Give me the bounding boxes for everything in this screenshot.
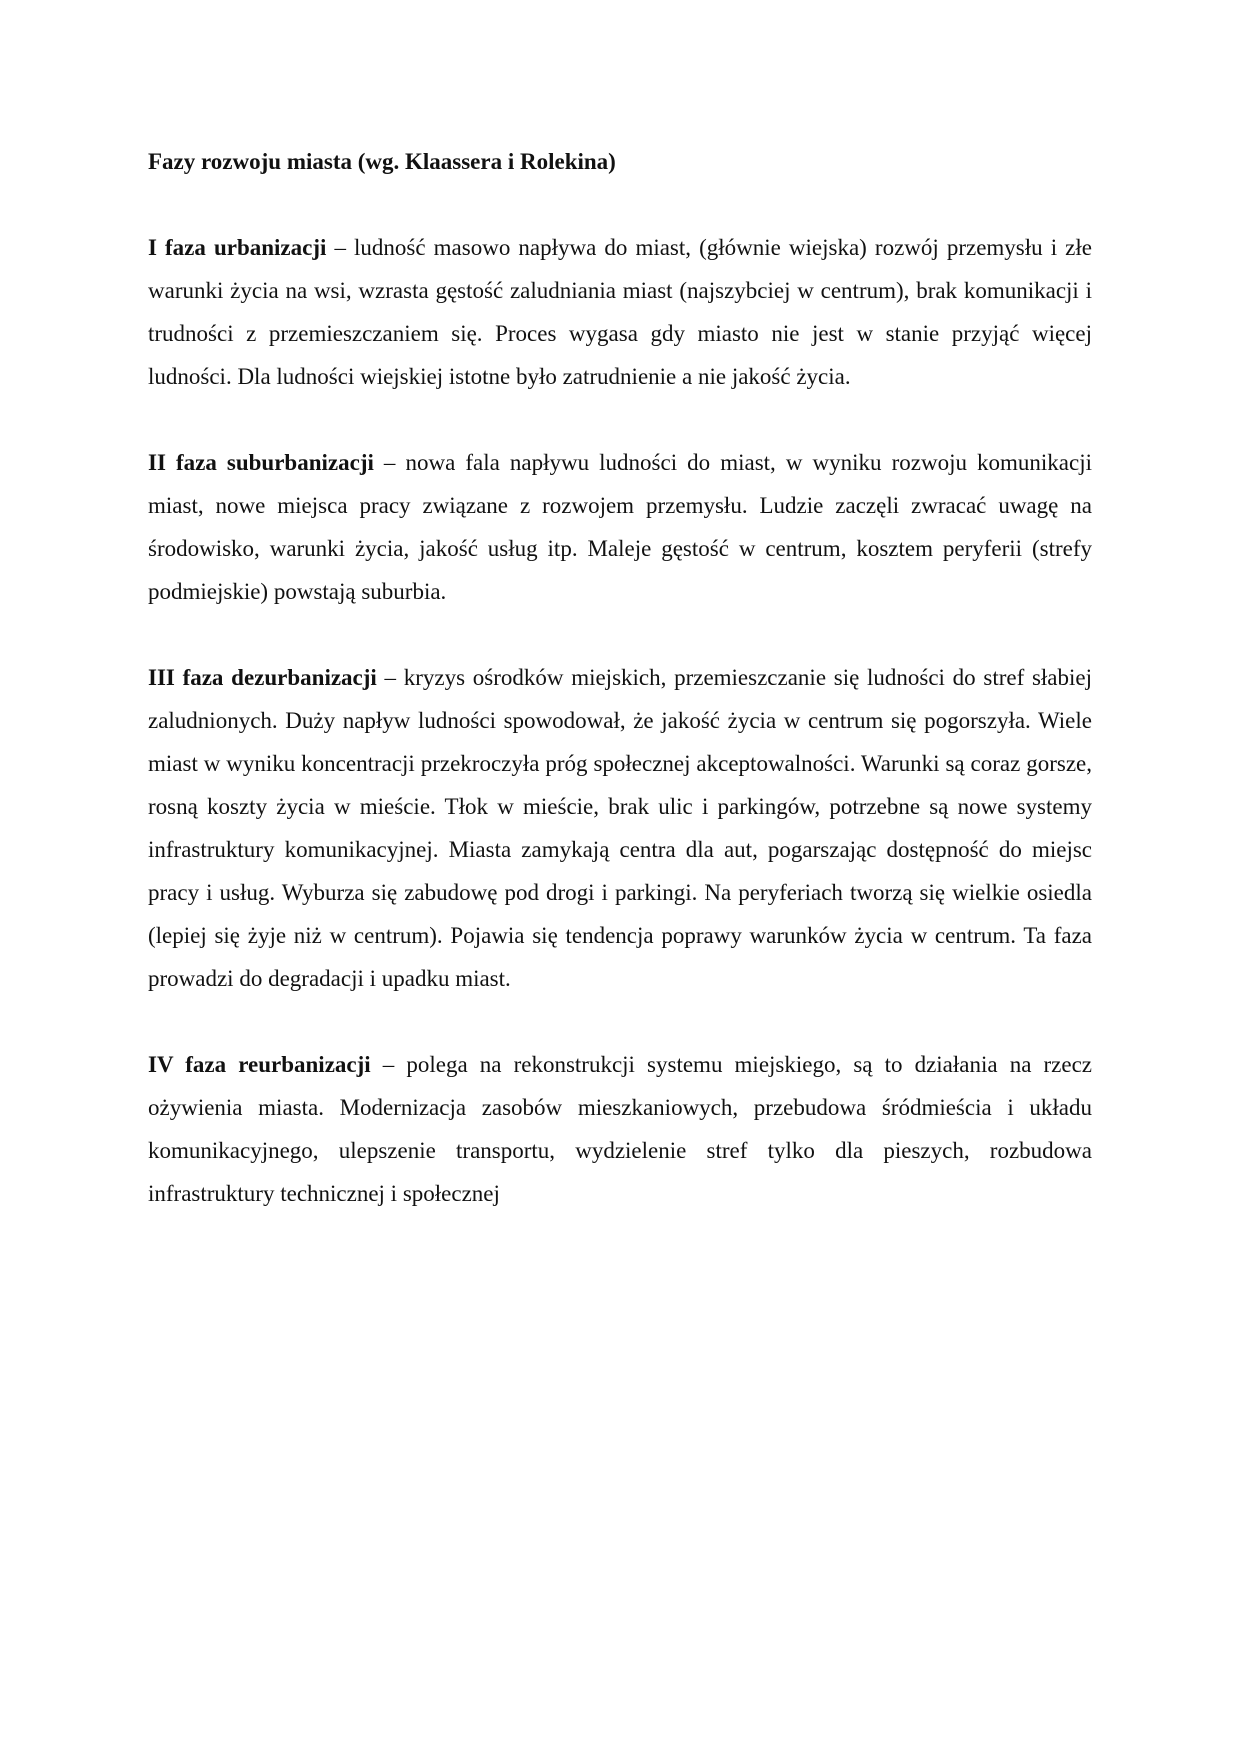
section-urbanization [148, 226, 1092, 398]
section-text: – polega na rekonstrukcji systemu miejskiego, są to działania na rzecz ożywienia miasta. Modernizacja zasobów mieszkaniowych, przebudowa śródmieścia i układu komunikacyjnego, ulepszenie transportu, wydzielenie stref tylko dla pieszych, rozbudowa infrastruktury technicznej i społecznej [148, 1052, 1092, 1206]
section-term: IV faza reurbanizacji [148, 1052, 371, 1077]
section-reurbanization [148, 1043, 1092, 1215]
section-suburbanization [148, 441, 1092, 613]
section-term: III faza dezurbanizacji [148, 665, 377, 690]
section-text: – ludność masowo napływa do miast, (głównie wiejska) rozwój przemysłu i złe warunki życia na wsi, wzrasta gęstość zaludniania miast (najszybciej w centrum), brak komunikacji i trudności z przemieszczaniem się. Proces wygasa gdy miasto nie jest w stanie przyjąć więcej ludności. Dla ludności wiejskiej istotne było zatrudnienie a nie jakość życia. [148, 235, 1092, 389]
section-term: II faza suburbanizacji [148, 450, 374, 475]
document-title: Fazy rozwoju miasta (wg. Klaassera i Rolekina) [148, 149, 616, 174]
section-term: I faza urbanizacji [148, 235, 327, 260]
section-text: – kryzys ośrodków miejskich, przemieszczanie się ludności do stref słabiej zaludnionych. Duży napływ ludności spowodował, że jakość życia w centrum się pogorszyła. Wiele miast w wyniku koncentracji przekroczyła próg społecznej akceptowalności. Warunki są coraz gorsze, rosną koszty życia w mieście. Tłok w mieście, brak ulic i parkingów, potrzebne są nowe systemy infrastruktury komunikacyjnej. Miasta zamykają centra dla aut, pogarszając dostępność do miejsc pracy i usług. Wyburza się zabudowę pod drogi i parkingi. Na peryferiach tworzą się wielkie osiedla (lepiej się żyje niż w centrum). Pojawia się tendencja poprawy warunków życia w centrum. Ta faza prowadzi do degradacji i upadku miast. [148, 665, 1092, 991]
section-deurbanization [148, 656, 1092, 1000]
document-body [148, 140, 1092, 1215]
section-text: – nowa fala napływu ludności do miast, w wyniku rozwoju komunikacji miast, nowe miejsca pracy związane z rozwojem przemysłu. Ludzie zaczęli zwracać uwagę na środowisko, warunki życia, jakość usług itp. Maleje gęstość w centrum, kosztem peryferii (strefy podmiejskie) powstają suburbia. [148, 450, 1093, 604]
